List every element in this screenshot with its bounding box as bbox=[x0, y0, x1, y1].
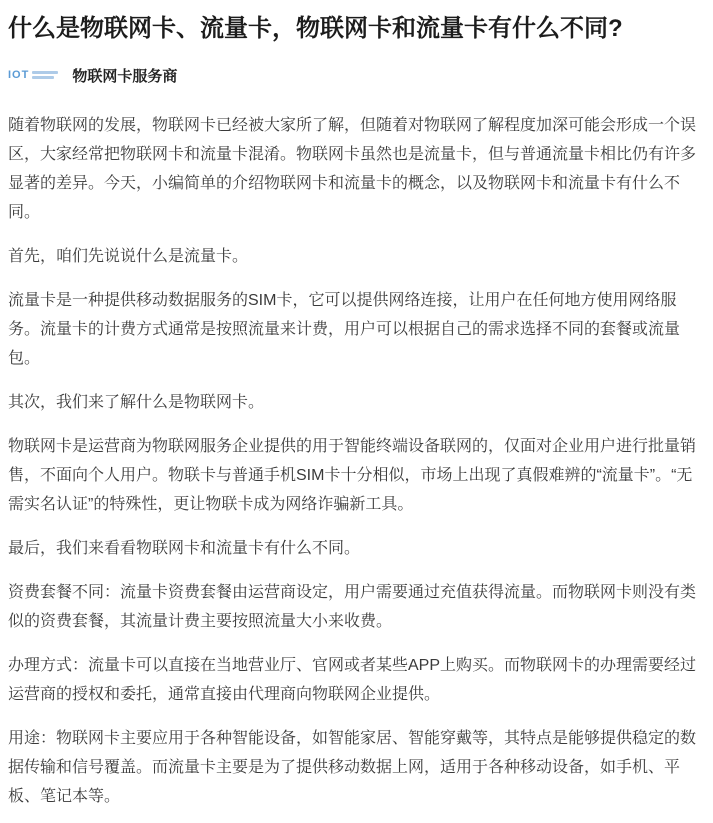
paragraph-diff-pricing: 资费套餐不同：流量卡资费套餐由运营商设定，用户需要通过充值获得流量。而物联网卡则没有类似的资费套餐，其流量计费主要按照流量大小来收费。 bbox=[8, 584, 697, 630]
paragraph-lead-in-diff: 最后，我们来看看物联网卡和流量卡有什么不同。 bbox=[8, 540, 361, 557]
byline bbox=[8, 66, 705, 84]
iot-logo-text: IOT bbox=[8, 68, 30, 81]
article-page bbox=[0, 12, 713, 811]
paragraph-intro: 随着物联网的发展，物联网卡已经被大家所了解，但随着对物联网了解程度加深可能会形成一个误区，大家经常把物联网卡和流量卡混淆。物联网卡虽然也是流量卡，但与普通流量卡相比仍有许多显著的差异。今天，小编简单的介绍物联网卡和流量卡的概念，以及物联网卡和流量卡有什么不同。 bbox=[8, 117, 697, 221]
paragraph-lead-in-sim: 首先，咱们先说说什么是流量卡。 bbox=[8, 248, 249, 265]
paragraph-sim-card-def: 流量卡是一种提供移动数据服务的SIM卡，它可以提供网络连接，让用户在任何地方使用网络服务。流量卡的计费方式通常是按照流量来计费，用户可以根据自己的需求选择不同的套餐或流量包。 bbox=[8, 292, 681, 367]
logo-tagline-lines bbox=[32, 71, 58, 79]
paragraph-diff-usage: 用途：物联网卡主要应用于各种智能设备，如智能家居、智能穿戴等，其特点是能够提供稳定的数据传输和信号覆盖。而流量卡主要是为了提供移动数据上网，适用于各种移动设备，如手机、平板、笔记本等。 bbox=[8, 730, 697, 805]
publisher-name-link[interactable]: 物联网卡服务商 bbox=[72, 67, 178, 85]
publisher-logo[interactable] bbox=[8, 70, 58, 81]
paragraph-lead-in-iot: 其次，我们来了解什么是物联网卡。 bbox=[8, 394, 265, 411]
paragraph-diff-purchase: 办理方式：流量卡可以直接在当地营业厅、官网或者某些APP上购买。而物联网卡的办理需要经过运营商的授权和委托，通常直接由代理商向物联网企业提供。 bbox=[8, 657, 697, 703]
page-title: 什么是物联网卡、流量卡，物联网卡和流量卡有什么不同? bbox=[8, 15, 623, 42]
paragraph-iot-card-def: 物联网卡是运营商为物联网服务企业提供的用于智能终端设备联网的，仅面对企业用户进行批量销售，不面向个人用户。物联卡与普通手机SIM卡十分相似，市场上出现了真假难辨的“流量卡”。“无需实名认证”的特殊性，更让物联卡成为网络诈骗新工具。 bbox=[8, 438, 697, 513]
